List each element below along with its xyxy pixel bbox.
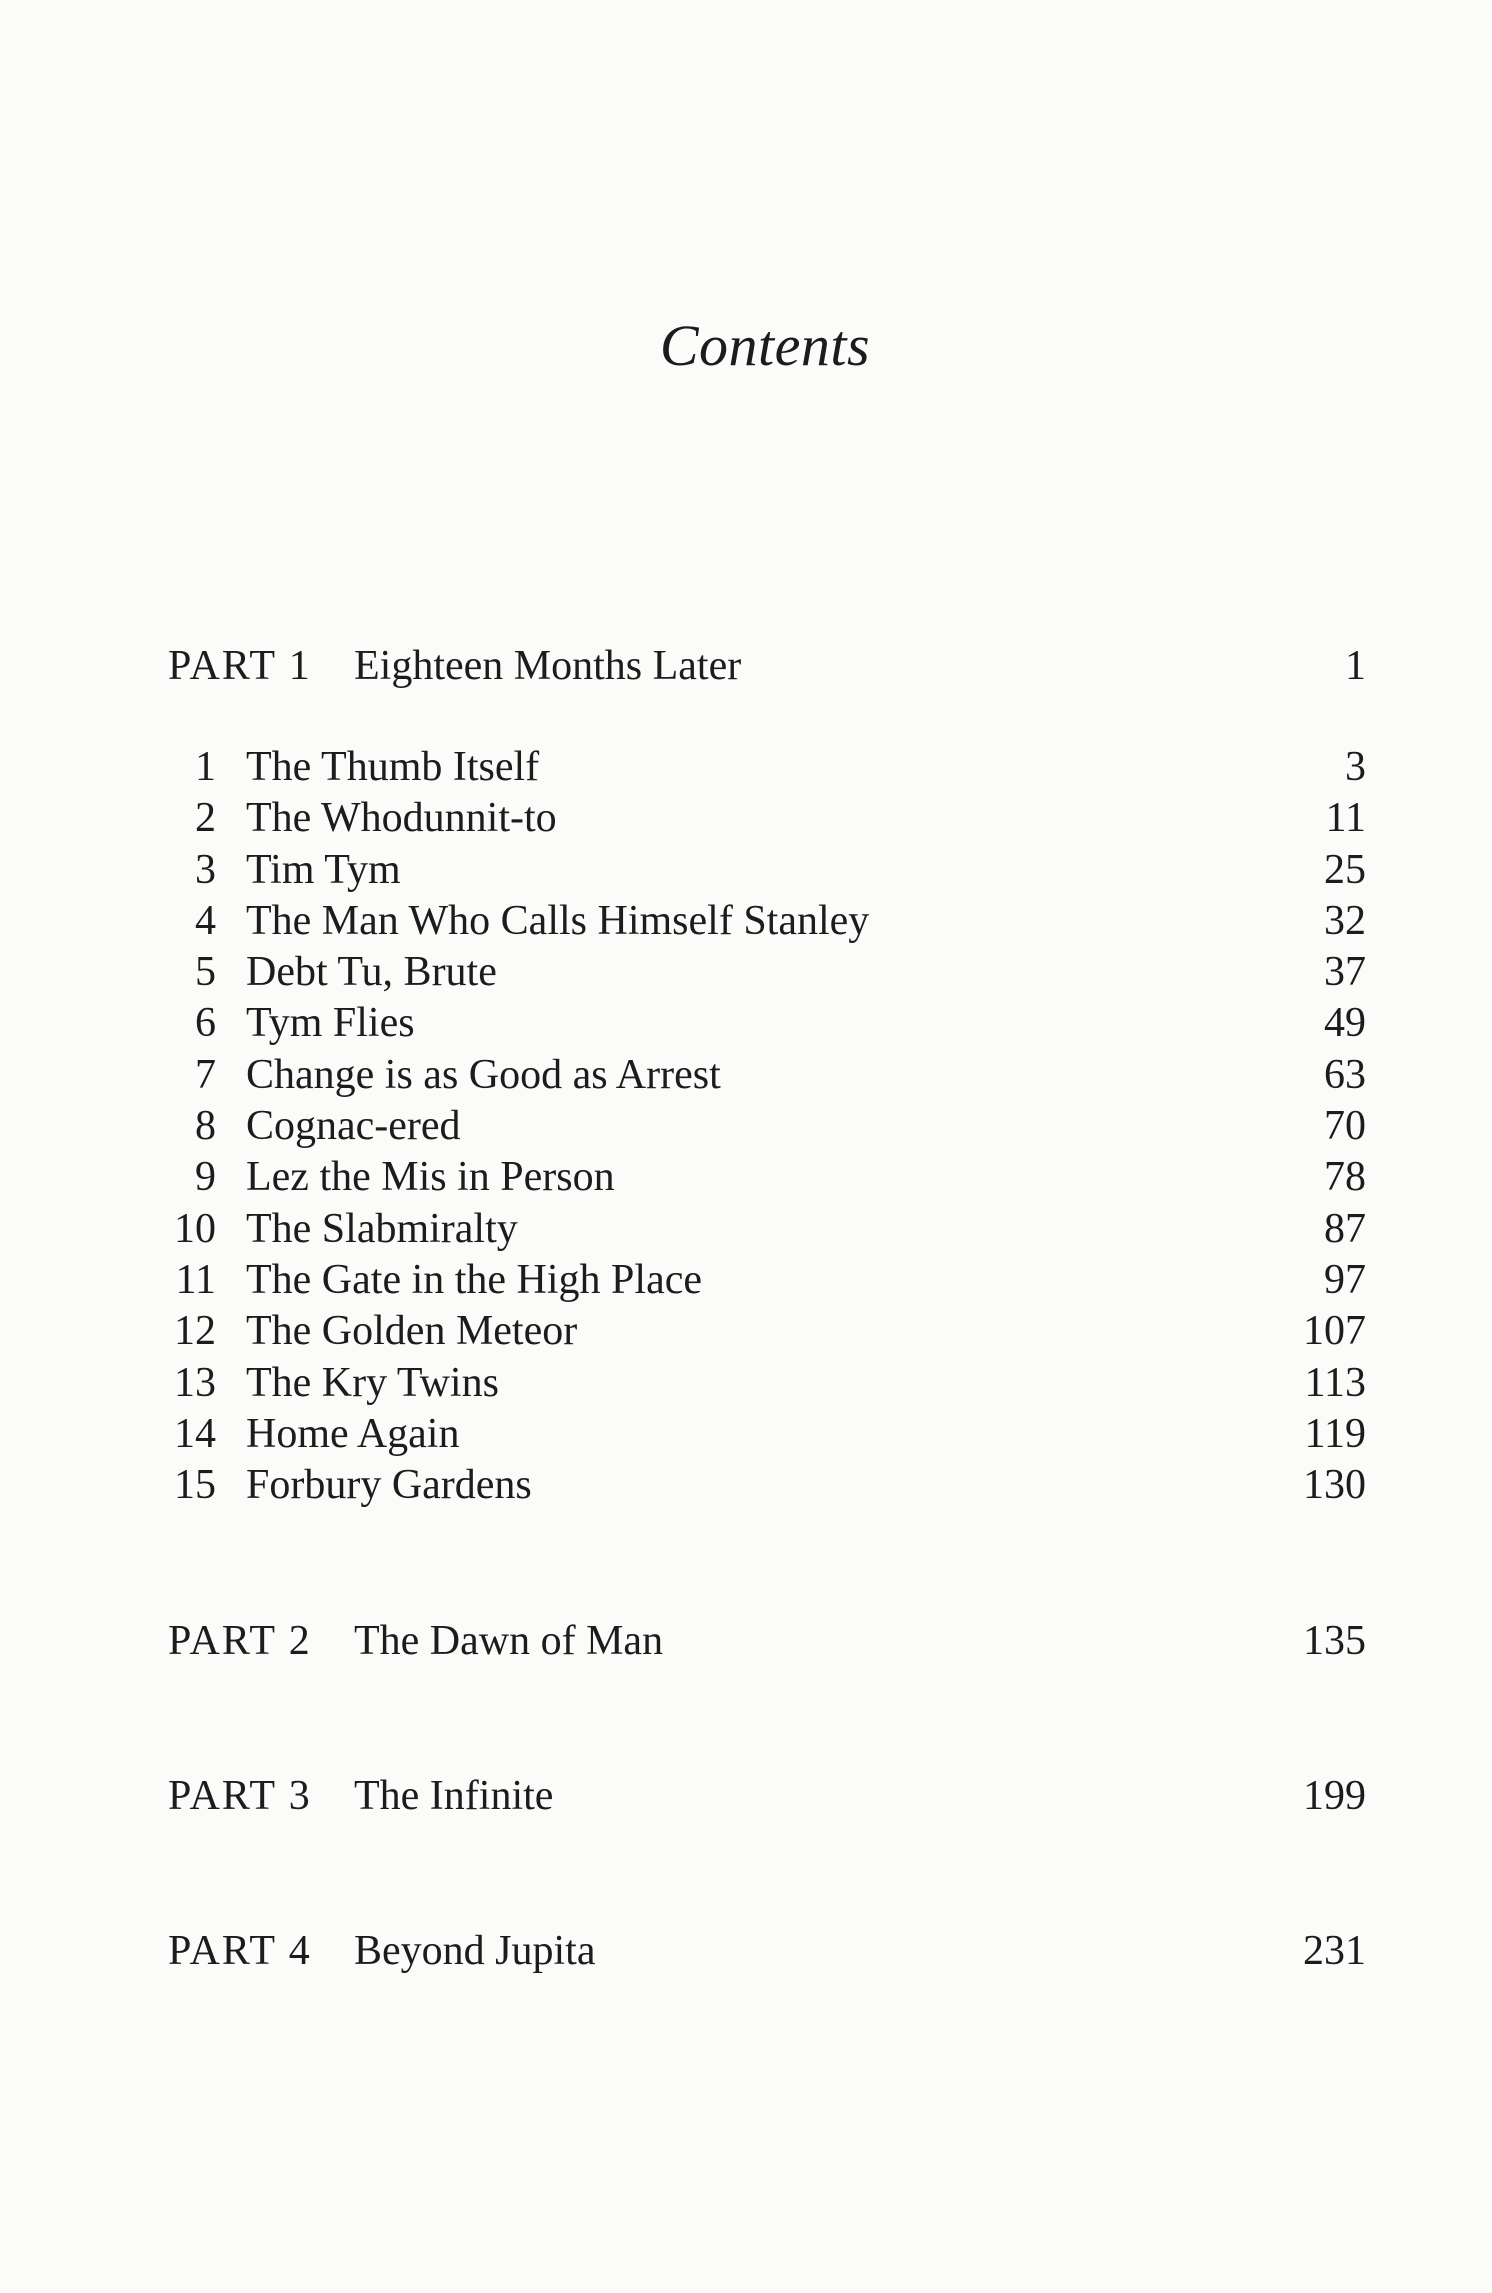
chapter-title: The Man Who Calls Himself Stanley <box>246 897 870 944</box>
page-number: 87 <box>1324 1205 1366 1252</box>
chapter-entry <box>168 1204 1366 1255</box>
chapter-number: 1 <box>195 744 216 790</box>
page-number: 25 <box>1324 846 1366 893</box>
chapter-list <box>168 742 1366 1511</box>
page-number: 78 <box>1324 1154 1366 1201</box>
part-title: The Dawn of Man <box>354 1618 664 1664</box>
chapter-title: Lez the Mis in Person <box>246 1154 615 1201</box>
chapter-title: Forbury Gardens <box>246 1462 532 1509</box>
chapter-number: 12 <box>174 1308 216 1355</box>
chapter-entry <box>168 1255 1366 1306</box>
part-4-entry <box>168 1921 1366 1981</box>
part-label: PART 4 <box>168 1928 312 1974</box>
chapter-entry <box>168 1152 1366 1203</box>
chapter-number: 15 <box>174 1462 216 1509</box>
chapter-number: 2 <box>195 795 216 842</box>
part-1-entry <box>168 636 1366 696</box>
chapter-title: The Golden Meteor <box>246 1308 578 1355</box>
chapter-number: 8 <box>195 1103 216 1150</box>
page-number: 97 <box>1324 1256 1366 1303</box>
chapter-number: 3 <box>195 846 216 893</box>
chapter-entry <box>168 998 1366 1049</box>
chapter-entry <box>168 1306 1366 1357</box>
page-number: 11 <box>1325 795 1366 842</box>
chapter-entry <box>168 896 1366 947</box>
chapter-number: 5 <box>195 949 216 996</box>
page-title: Contents <box>659 313 871 378</box>
chapter-number: 6 <box>195 1000 216 1047</box>
page-number: 49 <box>1324 1000 1366 1047</box>
part-label: PART 1 <box>168 643 312 689</box>
chapter-number: 10 <box>174 1205 216 1252</box>
chapter-number: 13 <box>174 1359 216 1406</box>
chapter-entry <box>168 1460 1366 1511</box>
chapter-title: The Slabmiralty <box>246 1205 518 1252</box>
chapter-number: 4 <box>195 897 216 944</box>
chapter-number: 9 <box>195 1154 216 1201</box>
page-number: 63 <box>1324 1051 1366 1098</box>
page-number: 37 <box>1324 949 1366 996</box>
chapter-number: 11 <box>175 1256 216 1303</box>
chapter-number: 14 <box>174 1410 216 1457</box>
chapter-title: Cognac-ered <box>246 1103 461 1150</box>
part-title: The Infinite <box>354 1773 554 1819</box>
part-label: PART 3 <box>168 1773 312 1819</box>
part-title: Beyond Jupita <box>354 1928 596 1974</box>
chapter-entry <box>168 947 1366 998</box>
chapter-title: The Thumb Itself <box>246 744 540 790</box>
chapter-title: Tim Tym <box>246 846 401 893</box>
page-number: 119 <box>1304 1410 1366 1457</box>
page-number: 1 <box>1345 643 1366 689</box>
chapter-title: Home Again <box>246 1410 460 1457</box>
chapter-entry <box>168 793 1366 844</box>
chapter-entry <box>168 742 1366 793</box>
chapter-number: 7 <box>195 1051 216 1098</box>
page-number: 130 <box>1303 1462 1366 1509</box>
part-2-entry <box>168 1611 1366 1671</box>
chapter-title: The Gate in the High Place <box>246 1256 703 1303</box>
chapter-title: The Kry Twins <box>246 1359 499 1406</box>
part-label: PART 2 <box>168 1618 312 1664</box>
page-number: 3 <box>1345 744 1366 790</box>
page-number: 135 <box>1303 1618 1366 1664</box>
chapter-title: The Whodunnit-to <box>246 795 557 842</box>
page-number: 113 <box>1304 1359 1366 1406</box>
chapter-entry <box>168 1050 1366 1101</box>
part-title: Eighteen Months Later <box>354 643 742 689</box>
page-number: 231 <box>1303 1928 1366 1974</box>
chapter-title: Change is as Good as Arrest <box>246 1051 721 1098</box>
chapter-entry <box>168 1409 1366 1460</box>
part-3-entry <box>168 1766 1366 1826</box>
page-number: 107 <box>1303 1308 1366 1355</box>
chapter-entry <box>168 1101 1366 1152</box>
chapter-title: Tym Flies <box>246 1000 415 1047</box>
chapter-title: Debt Tu, Brute <box>246 949 497 996</box>
page-number: 70 <box>1324 1103 1366 1150</box>
page-number: 32 <box>1324 897 1366 944</box>
chapter-entry <box>168 845 1366 896</box>
page-number: 199 <box>1303 1773 1366 1819</box>
chapter-entry <box>168 1358 1366 1409</box>
